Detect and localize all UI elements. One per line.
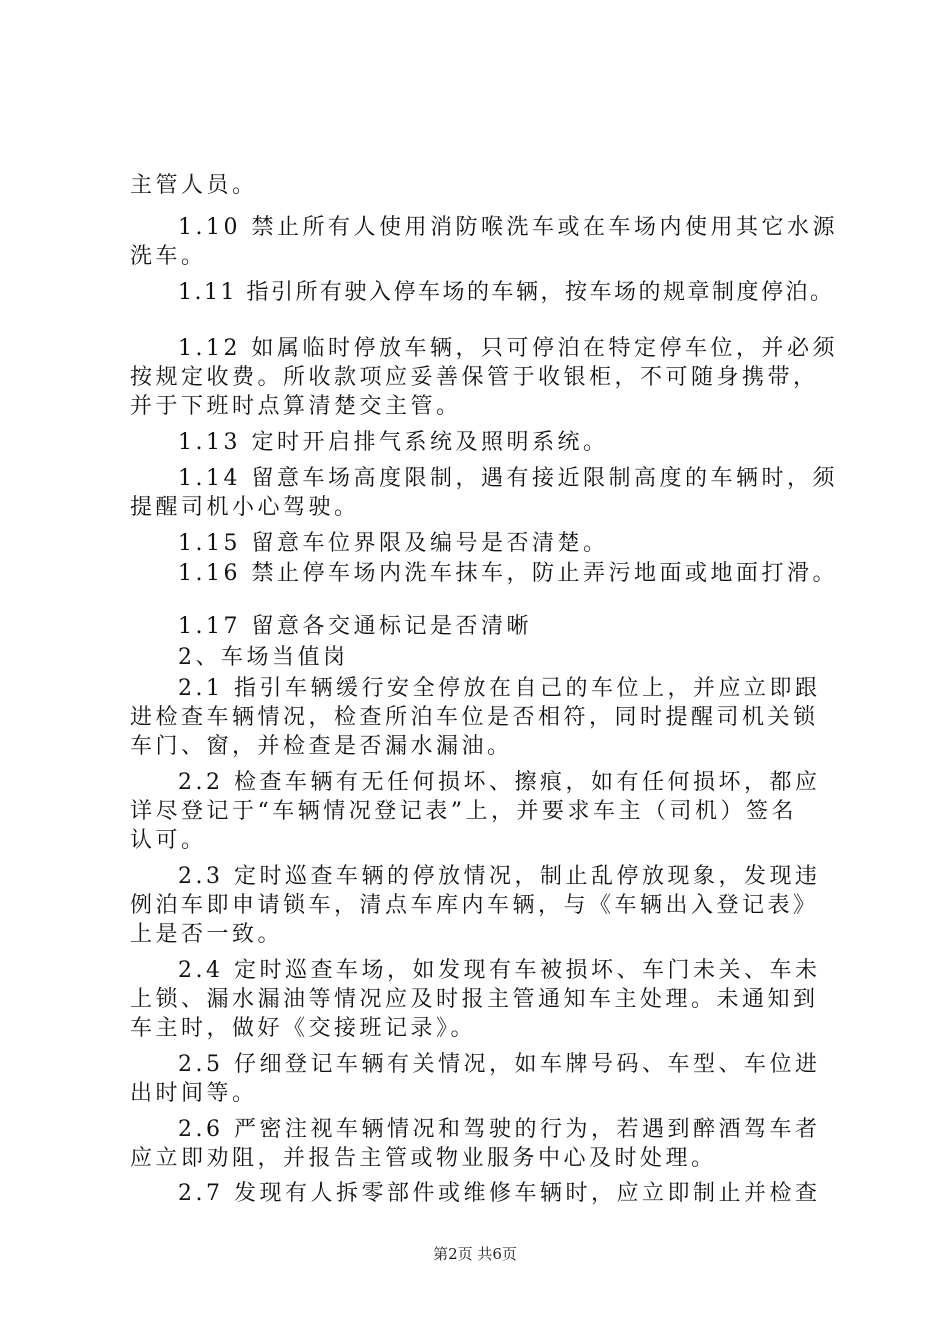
text-line: 1.10 禁止所有人使用消防喉洗车或在车场内使用其它水源 — [178, 215, 838, 240]
text-line: 2.1 指引车辆缓行安全停放在自己的车位上，并应立即跟 — [178, 676, 821, 701]
page-footer: 第2页 共6页 — [433, 1245, 517, 1263]
text-line: 详尽登记于“车辆情况登记表”上，并要求车主（司机）签名 — [130, 799, 797, 824]
text-line: 1.13 定时开启排气系统及照明系统。 — [178, 430, 609, 455]
text-line: 进检查车辆情况，检查所泊车位是否相符，同时提醒司机关锁 — [130, 705, 819, 730]
text-line: 洗车。 — [130, 244, 207, 269]
text-line: 认可。 — [130, 828, 207, 853]
text-line: 1.16 禁止停车场内洗车抹车，防止弄污地面或地面打滑。 — [178, 561, 838, 586]
text-line: 2、车场当值岗 — [178, 645, 349, 670]
text-line: 主管人员。 — [130, 173, 258, 198]
text-line: 1.11 指引所有驶入停车场的车辆，按车场的规章制度停泊。 — [178, 280, 835, 305]
text-line: 提醒司机小心驾驶。 — [130, 495, 360, 520]
text-line: 上是否一致。 — [130, 922, 284, 947]
text-line: 例泊车即申请锁车，清点车库内车辆，与《车辆出入登记表》 — [130, 893, 819, 918]
text-line: 车主时，做好《交接班记录》。 — [130, 1016, 477, 1041]
text-line: 1.14 留意车场高度限制，遇有接近限制高度的车辆时，须 — [178, 466, 838, 491]
text-line: 2.7 发现有人拆零部件或维修车辆时，应立即制止并检查 — [178, 1181, 821, 1206]
text-line: 按规定收费。所收款项应妥善保管于收银柜，不可随身携带， — [130, 365, 819, 390]
text-line: 2.4 定时巡查车场，如发现有车被损坏、车门未关、车未 — [178, 958, 821, 983]
text-line: 车门、窗，并检查是否漏水漏油。 — [130, 734, 513, 759]
text-line: 2.3 定时巡查车辆的停放情况，制止乱停放现象，发现违 — [178, 864, 821, 889]
text-line: 1.12 如属临时停放车辆，只可停泊在特定停车位，并必须 — [178, 336, 838, 361]
text-line: 应立即劝阻，并报告主管或物业服务中心及时处理。 — [130, 1146, 717, 1171]
text-line: 并于下班时点算清楚交主管。 — [130, 394, 462, 419]
text-line: 2.2 检查车辆有无任何损坏、擦痕，如有任何损坏，都应 — [178, 770, 821, 795]
text-line: 1.17 留意各交通标记是否清晰 — [178, 614, 532, 639]
text-line: 1.15 留意车位界限及编号是否清楚。 — [178, 531, 609, 556]
text-line: 2.5 仔细登记车辆有关情况，如车牌号码、车型、车位进 — [178, 1052, 821, 1077]
text-line: 上锁、漏水漏油等情况应及时报主管通知车主处理。未通知到 — [130, 987, 819, 1012]
text-line: 2.6 严密注视车辆情况和驾驶的行为，若遇到醉酒驾车者 — [178, 1117, 821, 1142]
text-line: 出时间等。 — [130, 1081, 258, 1106]
